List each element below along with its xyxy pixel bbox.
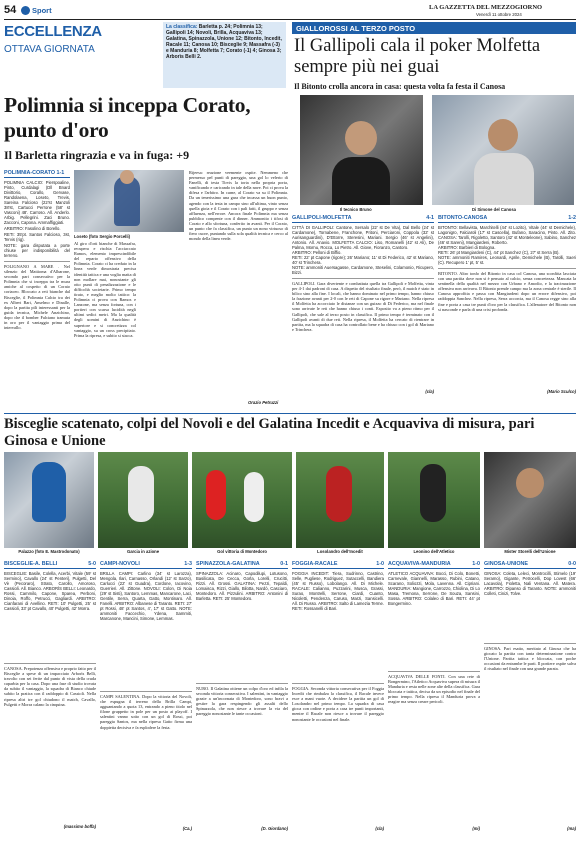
referee-text: ARBITRO: Fasolino di Borello. [4,226,61,231]
bitonto-note: NOTE: ammoniti Ramires, Leonardi, Aprile, Demichele (B), Tarolli, Saeri (C). Recupero 1' pt, 5' st. [438,255,576,265]
match-head: POLIMNIA-CORATO 1-1 [4,170,70,178]
section-logo-icon [21,6,30,15]
match-column-body: ACQUAVIVA DELLE FONTI. Con una rete di Bongermino, l'Atletico Acquaviva supera di misura il Manduria e resta nelle zone alte della classifica. Gara bloccata e tattica, decisa da un episodio nel finale del primo tempo. Nella ripresa il Manduria prova a reagire ma senza creare pericoli. [388,671,480,826]
section-kicker: ECCELLENZA [4,23,102,40]
strip-caption-3: Gol vittoria di Montedoro [217,549,267,554]
main-subhead: Il Barletta ringrazia e va in fuga: +9 [4,148,190,162]
strip-photo-1 [4,452,94,548]
match-column-text: GINOSA: Coleta, Leleci, Montrocilli, Stimelo (19' Seramo), Gigante, Petrocelli, Dop Lovest (66' Lacavola), Fioletta, Nali Ventana. All. Matera. ARBITRO: Dipanso di Taranto. NOTE: ammoniti Colleti, Cinizi, Tolve. [484,571,576,596]
main-headline: Polimnia si inceppa Corato, punto d'oro [4,93,251,142]
lineup-text: POLIMNIA CALCIO: Pierspoaline, Pinto, Curdalagi (Dll Bnard Divittorio, Corallo, Gervase, Randolaena, Loseto, Trevis, Sareina Falcioso (22'st Manzoli 38'st, Cartucci Perrone (58' st Vasconi) 48'. Carroso. All. Anderlo. Arbig. Pellegrini. Zaci Bruno. Zacconi, Capona. Ammaffiggiati. [4,180,70,225]
loseto-photo [74,170,184,232]
strip-caption-4: Losolandro dell'Incedit [317,549,363,554]
header-rule [4,19,576,20]
match-column-score: 0-0 [568,561,576,567]
right-headline: Il Gallipoli cala il poker Molfetta sempre più nei guai [294,36,541,77]
bitonto-head: BITONTO-CANOSA [438,215,488,221]
section-subkicker: OTTAVA GIORNATA [4,44,95,55]
match-column-text: ATLETICO ACQUAVIVA: Bocci, Di Colo, Bonetti, Carnevale, Giannelli, Marasso, Rubini, Catano, Scarano, Soliozzi, Mola, Lavenna. All. Cipriani. MANDURIA: Mangione, Carrozzo, Chiolina, Di Lo Masa, Tremona, Serrone, De Souza, Sansini, Sossa. ARBITRO: Colaleo di Bari. RETI: 44' pt Bongermino. [388,571,480,606]
issue-date: Venerdì 11 ottobre 2024 [476,12,522,17]
polimnia-match-box [4,170,70,408]
match-column-score: 1-0 [472,561,480,567]
match-column-score: 1-3 [184,561,192,567]
right-subhead: Il Bitonto crolla ancora in casa: questa volta fa festa il Canosa [294,82,506,91]
standings-box [163,22,286,88]
match-column-head: ACQUAVIVA-MANDURIA [388,561,451,567]
disimone-caption: Di Simone del Canosa [472,207,516,212]
standings-text: Barletta p. 24; Polimnia 13; Gallipoli 14; Novoli, Brilla, Acquaviva 13; Galatina, Spinazzola, Unione 12; Bitonto, Incedit, Racale 11; Canosa 10; Bisceglie 9; Massafra (-3) e Manduria 8; Molfetta 7; Corato (-1) 4; Ginosa 3; Arborìs Belli 2. [166,24,282,61]
photo-strip [4,452,576,556]
strip-caption-2: Garcia in azione [126,549,160,554]
match-column-text: BISCEGLIE: Basile, Colella, Acerbi, Vitale (59' st Sermino), Cavallo (24' st Penteri), Pulgetti, Del Vè (Pecoraro), Strato, Carollo, Amoroso, Cassioli. All. Bianco. ARBORÌS BELLI: Leonardo, Rossi, Cammilo, Capone, Sparea, Perboni, Dinoia, Roffo, Petrucci, Gagliardi. ARBITRO: Cianfarani di Avellino. RETI: 10' Pulgetti, 25' st Cassioli, 33' pt Cavallo, 40' Pulgetti, 42' Morra. [4,571,96,611]
match-column-score: 1-0 [376,561,384,567]
match-column-byline: (ma) [567,826,576,831]
match-column-head: BISCEGLIE-A. BELLI [4,561,58,567]
strip-photo-2 [98,452,188,548]
strip-photo-4 [296,452,384,548]
newspaper-name: LA GAZZETTA DEL MEZZOGIORNO [429,4,543,11]
bitonto-lineups: BITONTO: Bellavista, Marchitelli (44' st Lozito), Vitale (44' st Demichele), Lagonigro, Falciaroli (17' st Cascella), Bufano, Saracino, Pinto. All. Zito. CANOSA: Tarolli, Rigoletto, Santoro (42' st Monteleone), Sabino, Sanchez (46' st Sareni), Mangiardeni, Roberto. [438,225,576,245]
match-column-body: FOGGIA. Seconda vittoria consecutiva per il Foggia Incedit che rimbalza la classifica, il Racale invece esce a mani vuote. A decidere la partita un gol di Losolandro nel primo tempo. La squadra di casa gioca con ordine e porta a casa tre punti importanti, mentre il Racale non riesce a trovare il pareggio nonostante le occasioni nel finale. [292,683,384,826]
strip-caption-1: Palazzo (foto E. Mastrodonato) [18,549,80,554]
note-text: NOTE: gara disputata a porte chiuse per indisponibilità del terreno. [4,243,70,258]
bottom-columns [4,561,576,837]
gallipoli-score: 4-1 [426,215,434,221]
bruno-photo [300,95,423,205]
match-column-byline: (cla) [375,826,384,831]
gallipoli-goals: RETI: 22' pt Capone (rigore); 26' Mariano; 11' st Di Federico, 42' st Mariano, 40' st Trinchera. [292,255,434,265]
body-col3: Rijeesa: reazione veemente ospite. Nemmeno che permesso pel punti di pareggio, una gol lo velerio di Fanelli, di testa Tirvis la torta nella propria porta, vanificando e caricando in tale della nave. Poi ci prova la difesa e l'arbitro. In carne, al Corato va su il Polimnia. Da un tenerissimo una gara che incassa un buon punto, agendo con la testa in campo sino all'ultima, vinto senza quella gioia e il Corato con i pali fatti, il gruppo e senza affluenza, nell'errore. Ancora finale Polimnia ma senza pubblico compente con il dinner. Ammonito i tifosi di Corato e allo sfortuna, conferito in avanti. Per il Corato, un punto che fa classifica, un punto un nono virtuoso di fiero cuore, puntando sulla sola qualità tecnica e cerco al mondo della linea verde. [189,170,288,242]
gallipoli-lineups: CITTÀ DI GALLIPOLI: Cantone, Sersalo (22' st De Vita), Dal Bello (24' st Cardamone), Tornabene, Franchone, Pritoni, Perciaroni, Coppola (32' st Aurisanguardini), D'Ettorre, Steresini, Mariani. Sergio (46' st Angelini), Antonio. All. Anavio. MOLFETTA CALCIO: Liso, Romanelli (42' st Ali), De Palma, Mornu, Rocca, Lo Pietro. All. Giove, Fioranzo, Cantoro. [292,225,434,250]
match-column-head: SPINAZZOLA-GALATINA [196,561,260,567]
match-column [196,561,288,837]
strip-caption-5: Leonino dell'Atletico [413,549,455,554]
strip-photo-3 [192,452,292,548]
match-column-byline: (mi) [472,826,480,831]
bitonto-body: BITONTO. Altro tonfo del Bitonto in casa col Canosa, una sconfitta lasciata con una partita dove non si è pensato al calcio, senza concretezza. Mancata la sentinella della qualità nel mezzo con Urbano e Amodio, e la tracimazione offensiva non arrivava. Il Bitonto prende campo ma la zona centrale è sterile. Il Canosa approfitta e passa con Mangiardeni dopo un errore difensivo, poi raddoppia Sanchez. Nella ripresa, Serra accorcia, ma il Canosa regge sino alla fine e porta a casa tre punti d'oro per la classifica. L'allenatore del Bitonto non si nasconde e parla di una crisi profonda. [438,268,576,389]
bitonto-byline: (Mario Sculco) [547,389,576,394]
bitonto-goals: RETI: 26' pt Mangiardeni (C), 44' pt Sanchez (C), 27' st Serra (B). [438,250,560,255]
gallipoli-body: GALLIPOLI. Gara divertente e combattuta quella tra Gallipoli e Molfetta, vinta per 4-1 dai padroni di casa. A dispetto del risultato finale, però, il match è stato in bilico sino alla fine. I locali, che hanno dominato nel primo tempo, hanno chiuso la frazione avanti per 2-0 con le reti di Capone su rigore e Mariano. Nella ripresa il Molfetta ha accorciato le distanze con un guizzo di Di Federico, ma nel finale sono arrivate le reti che hanno chiuso i conti. Esposito va a pieno ritmo per il Gallipoli, che sale al terzo posto in classifica. Il primo tempo è terminato con il Gallipoli avanti di due reti. Nella ripresa, il Molfetta ha cercato di rientrare in partita, ma la squadra di casa ha controllato bene e ha chiuso con i gol di Mariano e Trinchera. [292,278,434,389]
match-column-byline: (D. Giordano) [261,826,288,831]
strip-photo-6 [484,452,576,548]
match-column-byline: (massimo boffa) [63,824,96,829]
gallipoli-head: GALLIPOLI-MOLFETTA [292,215,352,221]
match-column-byline: (Ca.) [182,826,192,831]
match-column [4,561,96,837]
match-column-head: GINOSA-UNIONE [484,561,529,567]
match-column-body: NURO. Il Galatina ottiene un colpo d'oro ed infila la seconda vittoria consecutiva. I salentini, in vantaggio grazie a un'incornata di Montedoro, sono bravi a gestire la gara respingendo gli assalti dello Spinazzola, che non riesce a trovare la via del pareggio nonostante le tante occasioni. [196,683,288,826]
body-col2: Al giro d'orti bianche di Massafra, recupera e rischia l'acciaccato Ramos, elemento imprescindibile del reparto offensivo della Polimnia. Corato ci ha creduto in la linea verde dimostrata precisa identità tattica e una voglia matta di non mollare mai, nonostante gli otto punti di penalizzazione e le difficoltà societarie. Primo tempo tirato, e meglio molto tattico: la Polimnia ci prova con Ramos e Lanzone, ma senza fortuna, con i portieri con scarsa lucidità negli ultimi sedici metri. Ma la qualità degli uomini di Anzichino è superiore e si concretizza col vantaggio, su un cross precipitato. Prima la ripresa, e subito si stacca. [74,241,136,338]
bruno-caption: Il tecnico Bruno [340,207,372,212]
section-logo: Sport [32,6,52,15]
photo-caption: Loseto (foto Sergio Porcelli) [74,234,131,239]
main-byline: Orazio Petruzzi [248,400,279,405]
match-column-body: CAMPI SALENTINA. Dopo la vittoria del Novoli, che espugna il terreno della Brilla Campi, agguantando a quota 13, entrando a pieno titolo nel filone gruppetto in pole per un posto ai playoff. I salentini vanno sotto con un gol di Rossi, poi pareggia Santos, ma nella ripresa Gatto firma una doppietta decisiva e fa esplodere la festa. [100,691,192,826]
match-column-text: SPINAZZOLA: Acinaro, Capodilupi, Lotusono, Basilicata, De Cecca, Gorla, Lorelli, Crucitti, Rizzi. All. Grossi. GALATINA: Pezzi, Tepaldi, Lomaisca, Rizzi, Giallo, Bilotta, Nardò, Casciaro, Montedoro. All. Pizzulini. ARBITRO: Antonini di Barletta. RETI: 25' Montedoro. [196,571,288,601]
match-column-head: CAMPI-NOVOLI [100,561,140,567]
gallipoli-byline: (cla) [425,389,434,394]
match-column-text: BRILLA CAMPI: Carlino (34' st Larozza), Mengola, Ilari, Carnasso, Orlandi (12' st Sarzo), Carlucci (22' st Guadra), Cordone, Iacovino, Guerrieri. All. Zittone. NOVOLI: Colon, Di Noia (29' st Sisti), Santoro, Lemmas, Mancarone, Laci, Gentile, Serra, Quarta, Gatto, Montinaro. All. Fanelli. ARBITRO: Albanese di Taranto. RETI: 27' pt Rossi, 48' pt Santos, 4', 17' st Gatto. NOTE: ammoniti Faccechio, Ydena, Sammiti, Marcanone, Mancini, Simone, Lemmas. [100,571,192,621]
page-number: 54 [4,4,17,16]
match-column [292,561,384,837]
gallipoli-referee: ARBITRO: Pelloni di Biffio. [292,250,342,255]
standings-title: La classifica: [166,24,198,30]
match-column [388,561,480,837]
bitonto-score: 1-2 [568,215,576,221]
match-column-score: 5-0 [88,561,96,567]
match-column-head: FOGGIA-RACALE [292,561,338,567]
bitonto-box [438,215,576,410]
mid-headline: Bisceglie scatenato, colpi del Novoli e del Galatina Incedit e Acquaviva di misura, pari Ginosa e Unione [4,416,535,449]
lead-text: POLIGNANO A MARE . Nel silenzio del Mattioma d'Albarone, secondo pari consecutivo per la Polimnia che si inceppa tra le mura amiche al cospetto di un Corato coriaceo. Bloccato a reti bianche dal Bisceglie, il Polimnia Calcio tra dei ex Albert Bari, Anselmo e Dinalle, dopo la partita pili interessanti per la guida tecnica, Michele Anzichino, dopo che il bomber Falciano tramuta in oro per il vantaggio prima del intervallo. [4,261,70,330]
gallipoli-box [292,215,434,410]
match-column-body: GINOSA. Pari esatto, meritato al Ginosa che ha giocato la partita con tanta determinazione contro l'Unione. Partita tattica e bloccata, con poche occasioni da entrambe le parti. Il portiere ospite salva il risultato nel finale con una grande parata. [484,643,576,826]
mid-rule [4,413,576,414]
strip-photo-5 [388,452,480,548]
match-column-body: CANOSA. Prepotenza offensiva e proprio fatto per il Bisceglie a spese di un impacciato Arborìs Belli, travolto con sei ferite dal punto di vista della cruda caparbia per la casa. Dopo una fase di studio trovata da subito il vantaggio, la squadra di Bianco chiude subito la pratica con il raddoppio di Cassioli. Nella ripresa altri tre gol chiudono il match, Cavallo, Pulgetti e Morra calano la cinquina. [4,663,96,824]
match-column-text: FOGGIA INCEDIT: Tiera, Sudrinno, Castrino, Selle, Pugliese, Rodriguez, Sutaccelli, Bandiera (45' st Russo), Lobolango. All. Di Michele. RACALE: Calianno, Puzzarini, Musca, Grassi, Surao, Montrelli, Serrone, Ciardi, Cuanto, Nicoletti, Pendenza, Caruso, Marzi, Sansicelli. All. Di Russo. ARBITRO: Salto di Lamezia Terme. RETI: Rossanelli di Bari. [292,571,384,611]
right-kicker: GIALLOROSSI AL TERZO POSTO [292,22,576,34]
match-column-score: 0-1 [280,561,288,567]
match-column [100,561,192,837]
goals-text: RETI: 35'pt. Santos Falcioso, 3st, Tervis (rig). [4,232,70,242]
gallipoli-note: NOTE: ammoniti Auersagasse, Cardamone, Steselini, Colamonio, Ricupero, Bizzi. [292,265,434,275]
match-column [484,561,576,837]
disimone-photo [432,95,574,205]
page-header [4,4,576,18]
bitonto-referee: ARBITRO: Barbieri di Bologna. [438,245,496,250]
strip-caption-6: Mister Storelli dell'Unione [504,549,556,554]
